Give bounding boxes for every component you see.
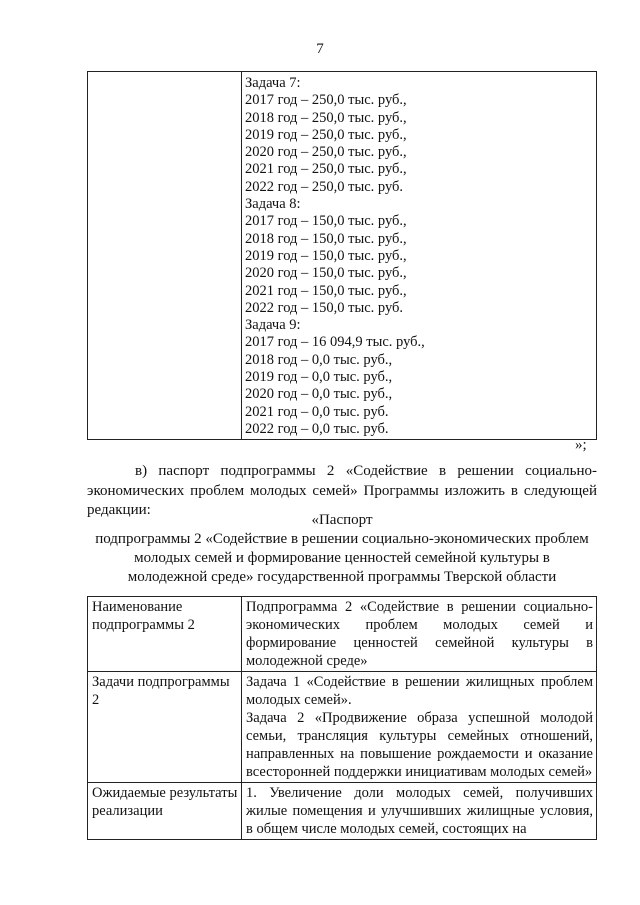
passport-heading-line: молодежной среде» государственной программы Тверской области	[127, 569, 557, 585]
funding-line: 2020 год – 0,0 тыс. руб.,	[245, 386, 393, 403]
funding-line: 2021 год – 150,0 тыс. руб.,	[245, 282, 407, 299]
funding-line: 2019 год – 0,0 тыс. руб.,	[245, 369, 393, 386]
funding-line: Задача 7:	[245, 75, 301, 91]
row-label: Ожидаемые результаты реализации	[88, 783, 242, 840]
funding-line: 2018 год – 250,0 тыс. руб.,	[245, 109, 407, 126]
row-value-text: 1. Увеличение доли молодых семей, получивших жилые помещения и улучшивших жилищные условия, в общем числе молодых семей, состоящих на	[246, 785, 593, 837]
row-value-text: Задача 2 «Продвижение образа успешной молодой семьи, трансляция культуры семейных отношений, направленных на повышение рождаемости и оказание всесторонней поддержки инициативам молодых семей»	[246, 710, 593, 780]
funding-line: Задача 9:	[245, 317, 301, 334]
page-number: 7	[316, 41, 324, 57]
funding-line: 2019 год – 250,0 тыс. руб.,	[245, 126, 407, 143]
funding-line: 2022 год – 150,0 тыс. руб.	[245, 299, 404, 316]
row-label: Задачи подпрограммы 2	[88, 672, 242, 783]
table-row	[88, 672, 597, 783]
passport-heading-line: молодых семей и формирование ценностей семейной культуры в	[134, 550, 550, 566]
row-value-text: Подпрограмма 2 «Содействие в решении социально-экономических проблем молодых семей и формирование ценностей семейной культуры в молодежной среде»	[246, 599, 593, 669]
paragraph-v: в) паспорт подпрограммы 2 «Содействие в решении социально-экономических проблем молодых семей» Программы изложить в следующей редакции:	[87, 463, 597, 518]
row-label: Наименование подпрограммы 2	[88, 597, 242, 672]
row-value-text: Задача 1 «Содействие в решении жилищных проблем молодых семей».	[246, 674, 593, 708]
funding-line: 2020 год – 150,0 тыс. руб.,	[245, 265, 407, 282]
passport-heading-line: подпрограммы 2 «Содействие в решении социально-экономических проблем	[95, 531, 589, 547]
row-value	[242, 672, 597, 783]
funding-line: 2017 год – 250,0 тыс. руб.,	[245, 92, 407, 109]
funding-line: 2020 год – 250,0 тыс. руб.,	[245, 144, 407, 161]
funding-line: 2022 год – 0,0 тыс. руб.	[245, 420, 389, 437]
table-row	[88, 597, 597, 672]
funding-line: 2018 год – 150,0 тыс. руб.,	[245, 230, 407, 247]
funding-line: 2022 год – 250,0 тыс. руб.	[245, 178, 404, 195]
row-value	[242, 597, 597, 672]
funding-line: 2017 год – 16 094,9 тыс. руб.,	[245, 334, 425, 351]
funding-line: 2018 год – 0,0 тыс. руб.,	[245, 351, 393, 368]
closing-quote-mark: »;	[575, 437, 587, 453]
funding-line: 2021 год – 250,0 тыс. руб.,	[245, 161, 407, 178]
funding-line: 2021 год – 0,0 тыс. руб.	[245, 403, 389, 420]
funding-line: 2017 год – 150,0 тыс. руб.,	[245, 213, 407, 230]
passport-table	[87, 596, 597, 840]
table-row	[88, 783, 597, 840]
table-column-divider	[241, 72, 242, 439]
funding-lines	[245, 75, 425, 438]
funding-line: 2019 год – 150,0 тыс. руб.,	[245, 247, 407, 264]
row-value	[242, 783, 597, 840]
passport-heading-line: «Паспорт	[311, 512, 373, 528]
funding-table-continuation	[87, 71, 597, 440]
funding-line: Задача 8:	[245, 196, 301, 213]
